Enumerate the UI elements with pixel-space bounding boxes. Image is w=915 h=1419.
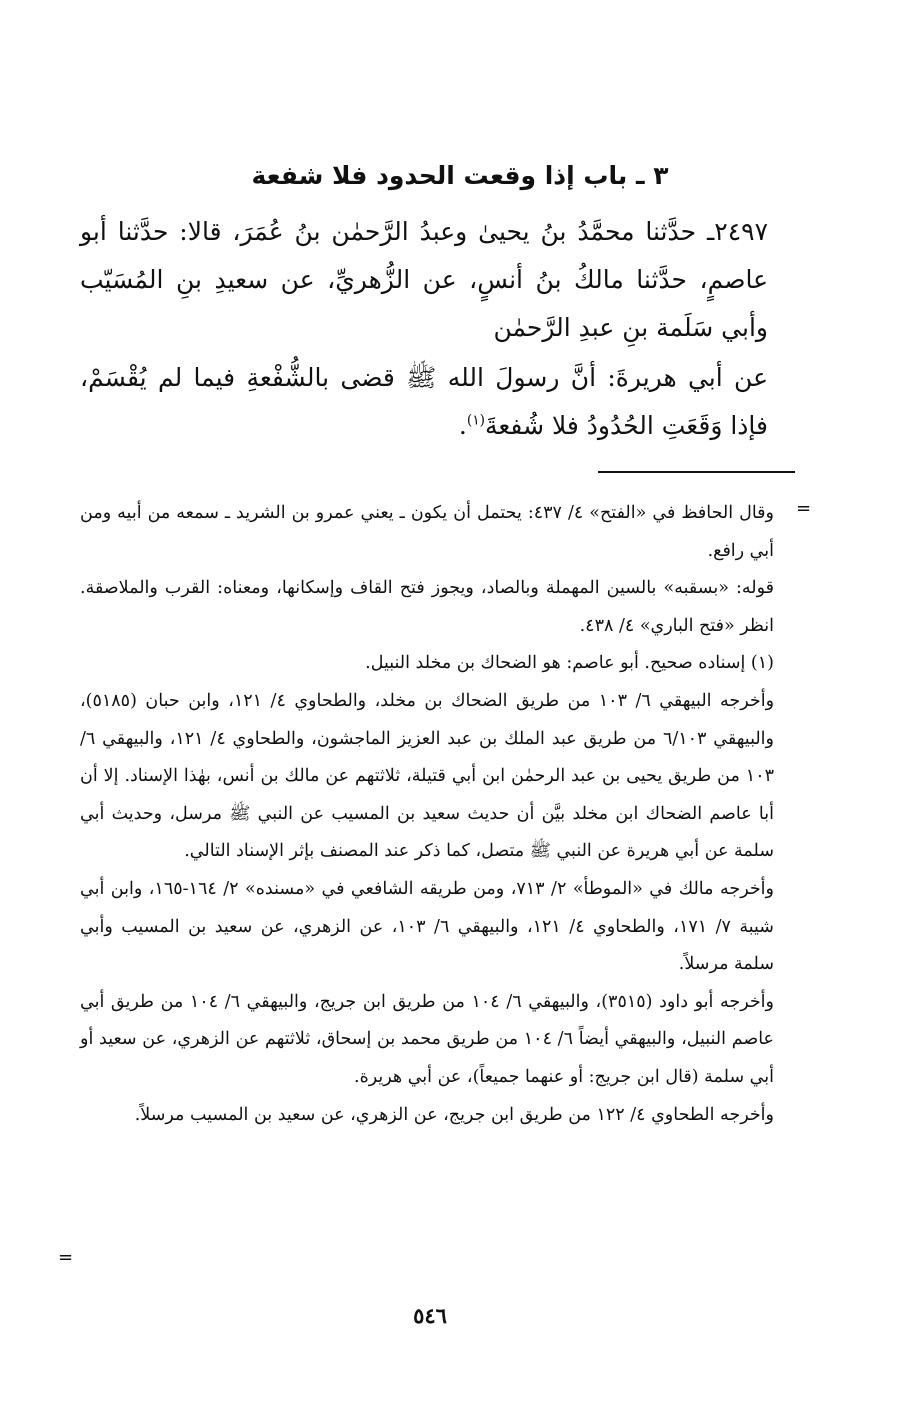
footnote-paragraph: وأخرجه البيهقي ٦/ ١٠٣ من طريق الضحاك بن مخلد، والطحاوي ٤/ ١٢١، وابن حبان (٥١٨٥)، والبيهقي ٦/١٠٣ من طريق عبد الملك بن عبد العزيز الماجشون، والطحاوي ٤/ ١٢١، والبيهقي ٦/ ١٠٣ من طريق يحيى بن عبد الرحمٰن ابن أبي قتيلة، ثلاثتهم عن مالك بن أنس، بهٰذا الإسناد. إلا أن أبا عاصم الضحاك ابن مخلد بيَّن أن حديث سعيد بن المسيب عن النبي ﷺ مرسل، وحديث أبي سلمة عن أبي هريرة عن النبي ﷺ متصل، كما ذكر عند المصنف بإثر الإسناد التالي. — [80, 690, 775, 862]
footnote-separator — [598, 471, 795, 473]
matn-end: . — [458, 411, 467, 440]
hadith-isnad — [80, 208, 810, 352]
footnote-paragraph: (١) إسناده صحيح. أبو عاصم: هو الضحاك بن مخلد النبيل. — [365, 653, 774, 674]
matn-paragraph — [80, 354, 810, 450]
footnote-paragraph: وقال الحافظ في «الفتح» ٤/ ٤٣٧: يحتمل أن يكون ـ يعني عمرو بن الشريد ـ سمعه من أبيه ومن أبي رافع. — [80, 503, 775, 561]
footnotes — [80, 495, 810, 1134]
page-number: ٥٤٦ — [413, 1303, 447, 1328]
hadith-matn — [80, 354, 810, 450]
footnote-paragraph: وأخرجه الطحاوي ٤/ ١٢٢ من طريق ابن جريج، عن الزهري، عن سعيد بن المسيب مرسلاً. — [134, 1104, 774, 1125]
chapter-title: ٣ ـ باب إذا وقعت الحدود فلا شفعة — [251, 161, 669, 190]
matn-text: عن أبي هريرةَ: أنَّ رسولَ الله ﷺ قضى بالشُّفْعةِ فيما لم يُقْسَمْ، فإذا وَقَعَتِ الحُدُودُ فلا شُفعةَ — [80, 363, 768, 440]
footnote-marker: (١) — [466, 412, 485, 429]
continuation-mark-bottom: = — [58, 1247, 74, 1268]
footnote-paragraph: وأخرجه أبو داود (٣٥١٥)، والبيهقي ٦/ ١٠٤ من طريق ابن جريج، والبيهقي ٦/ ١٠٤ من طريق أبي عاصم النبيل، والبيهقي أيضاً ٦/ ١٠٤ من طريق محمد بن إسحاق، ثلاثتهم عن الزهري، عن سعيد أو أبي سلمة (قال ابن جريج: أو عنهما جميعاً)، عن أبي هريرة. — [80, 991, 774, 1087]
isnad-text: ٢٤٩٧ـ حدَّثنا محمَّدُ بنُ يحيىٰ وعبدُ الرَّحمٰن بنُ عُمَرَ، قالا: حدَّثنا أبو عاصمٍ، حدَّثنا مالكُ بنُ أنسٍ، عن الزُّهريِّ، عن سعيدِ بنِ المُسَيّب وأبي سَلَمة بنِ عبدِ الرَّحمٰن — [80, 217, 768, 342]
footnote-paragraph: قوله: «بسقبه» بالسين المهملة وبالصاد، ويجوز فتح القاف وإسكانها، ومعناه: القرب والملاصقة. انظر «فتح الباري» ٤/ ٤٣٨. — [80, 578, 774, 636]
continuation-mark-top: = — [796, 498, 812, 519]
footnote-paragraph: وأخرجه مالك في «الموطأ» ٢/ ٧١٣، ومن طريقه الشافعي في «مسنده» ٢/ ١٦٤-١٦٥، وابن أبي شيبة ٧/ ١٧١، والطحاوي ٤/ ١٢١، والبيهقي ٦/ ١٠٣، عن الزهري، عن سعيد بن المسيب وأبي سلمة مرسلاً. — [80, 878, 774, 975]
